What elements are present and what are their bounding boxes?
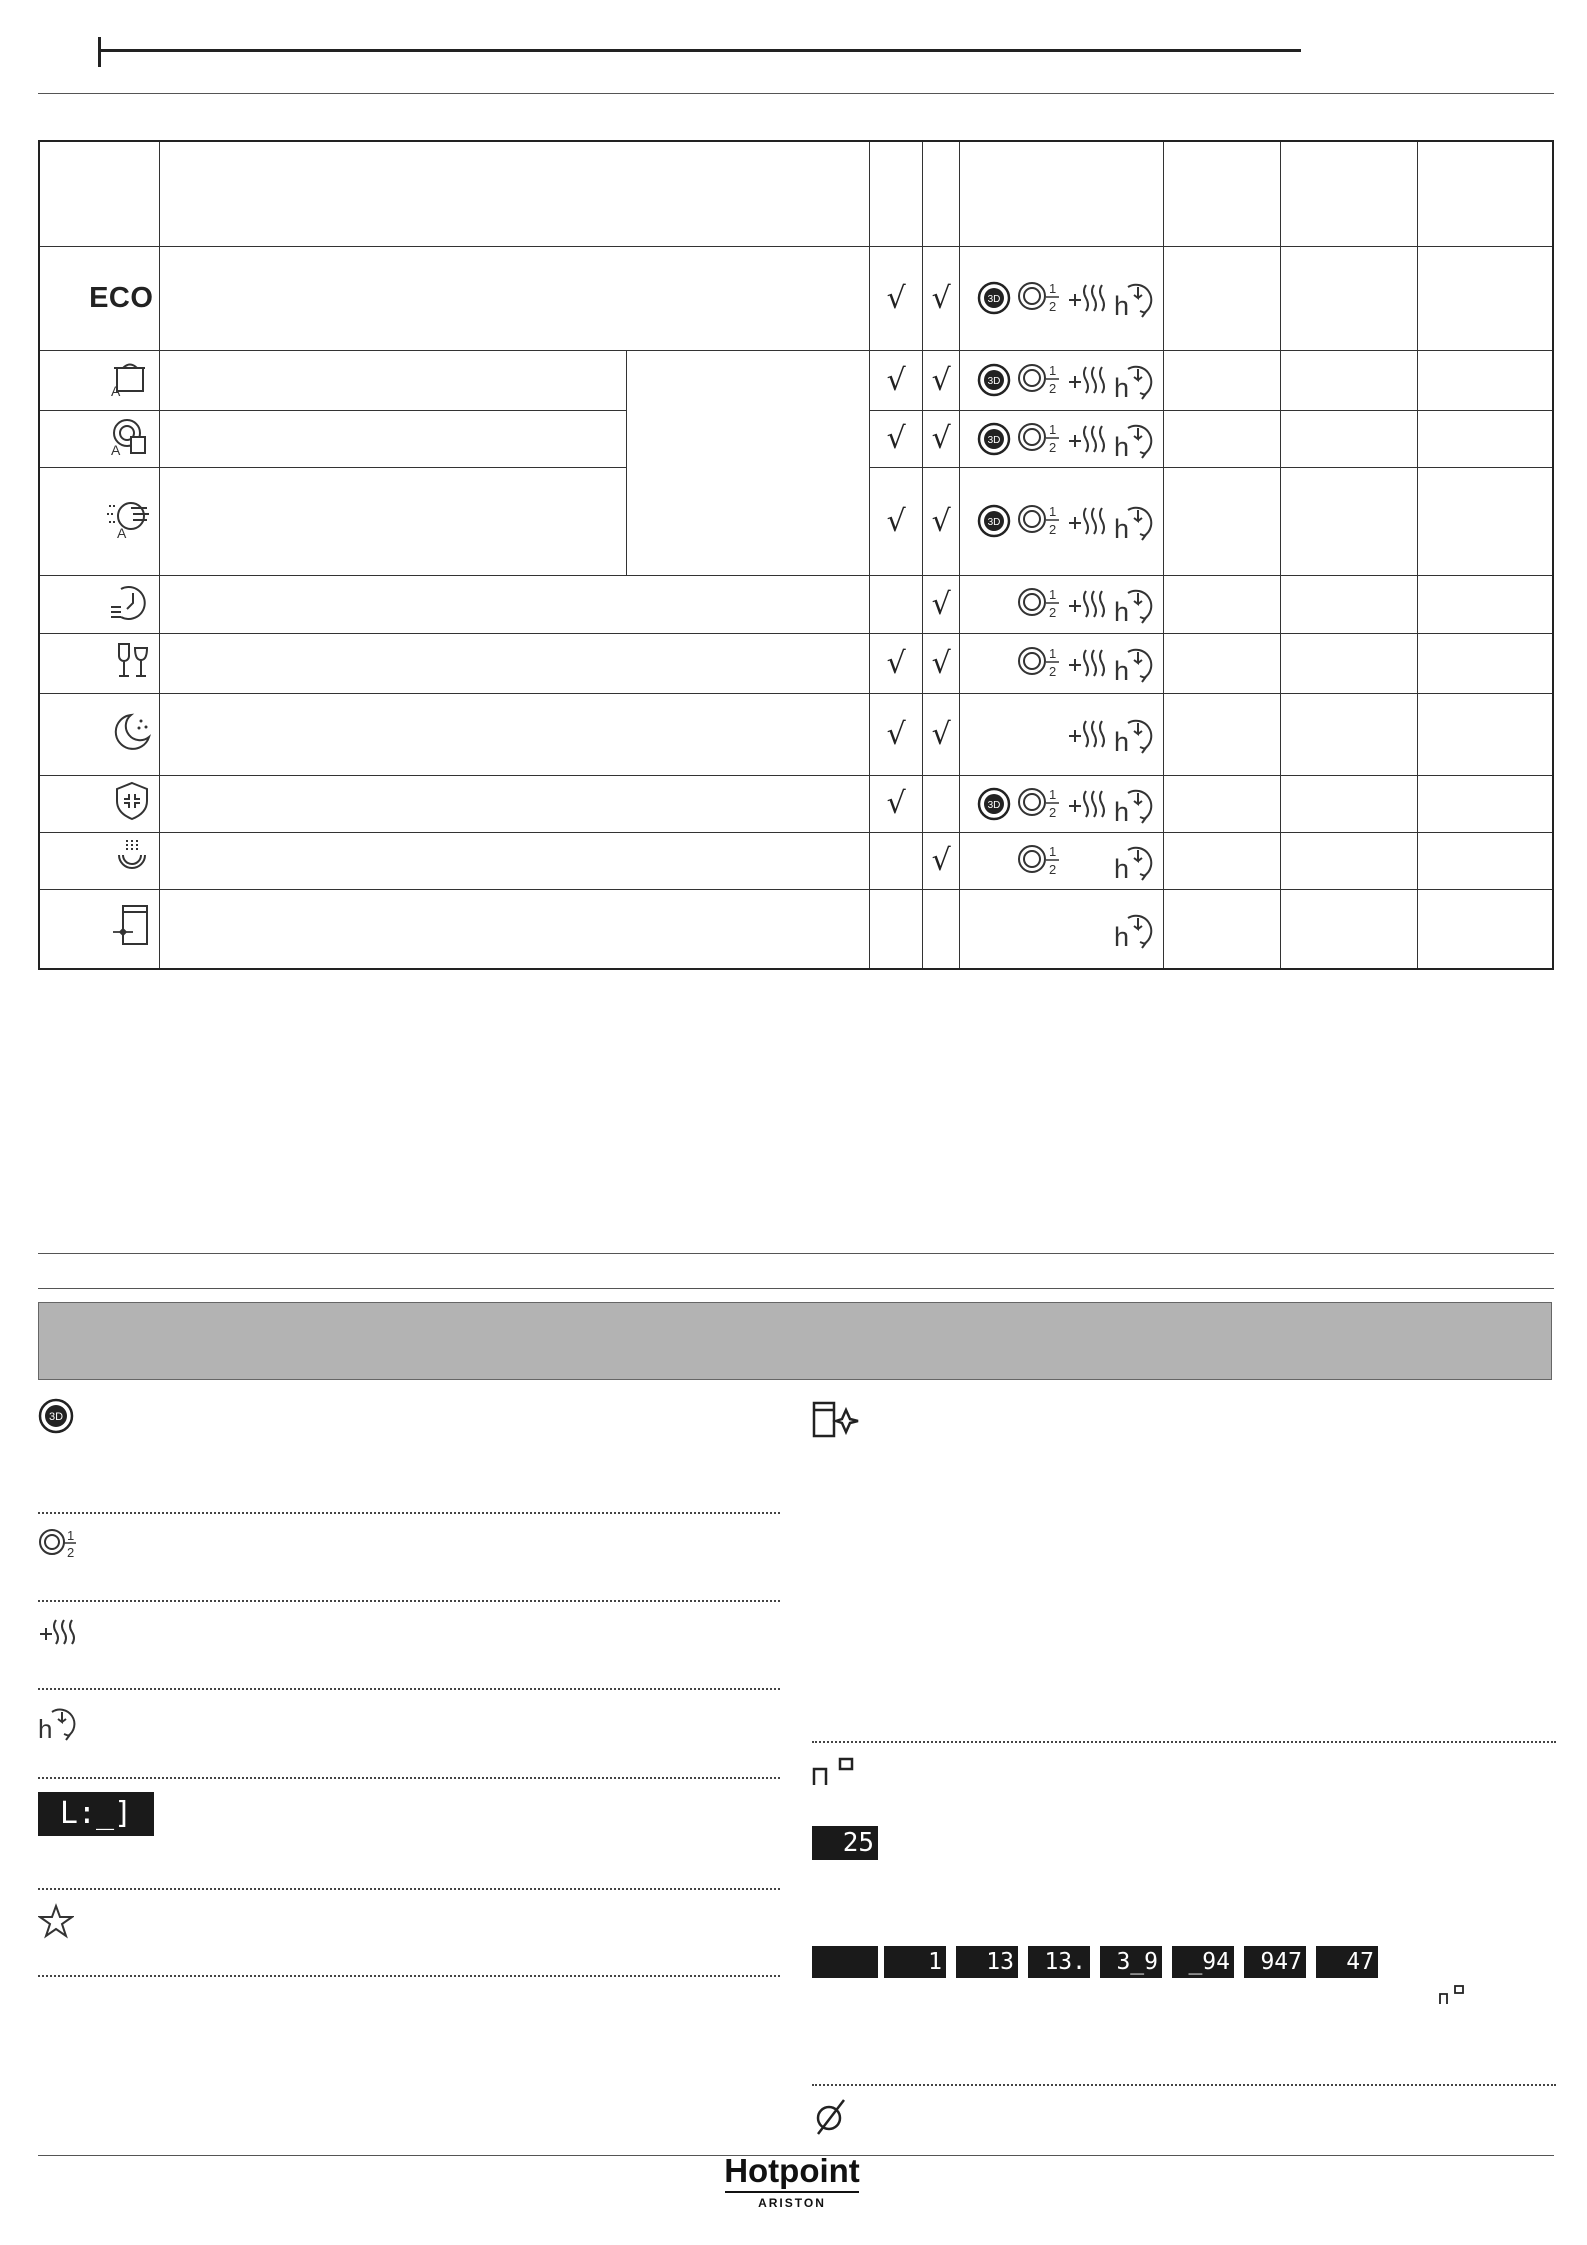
- header-cell-options: [960, 141, 1164, 246]
- half-load-icon: [1017, 279, 1063, 317]
- options-section-header: [38, 1302, 1552, 1380]
- delay-icon: [1113, 713, 1157, 755]
- header-cell-check1: [870, 141, 923, 246]
- svg-text:h: h: [1114, 597, 1130, 625]
- svg-text:h: h: [1114, 656, 1130, 684]
- half-load-icon: [1017, 361, 1063, 399]
- program-desc-cell: [160, 775, 870, 832]
- options-cell: [960, 633, 1164, 693]
- svg-text:3D: 3D: [987, 799, 1001, 811]
- delay-icon: [1113, 418, 1157, 460]
- data-cell: [1280, 832, 1417, 889]
- svg-text:2: 2: [67, 1545, 75, 1560]
- header-cell-col8: [1280, 141, 1417, 246]
- dotted-separator: [812, 1741, 1556, 1743]
- svg-text:h: h: [38, 1714, 53, 1742]
- data-cell: [1164, 693, 1281, 775]
- data-cell: [1417, 410, 1553, 467]
- dotted-separator: [38, 1777, 780, 1779]
- header-cell-col9: [1417, 141, 1553, 246]
- svg-text:1: 1: [67, 1528, 75, 1543]
- svg-text:1: 1: [1049, 587, 1057, 602]
- data-cell: [1280, 693, 1417, 775]
- data-cell: [1280, 575, 1417, 633]
- data-cell: [1164, 889, 1281, 969]
- divider-top: [38, 93, 1554, 94]
- check-cell-1: [870, 889, 923, 969]
- data-cell: [1417, 693, 1553, 775]
- svg-text:2: 2: [1049, 299, 1057, 314]
- check-cell-1: √: [870, 350, 923, 410]
- hardness-display: 25: [812, 1826, 878, 1860]
- svg-text:2: 2: [1049, 439, 1057, 455]
- legend-delay-icon: [38, 1702, 80, 1747]
- program-desc-cell: [160, 350, 626, 410]
- dotted-separator: [38, 1600, 780, 1602]
- check-cell-1: √: [870, 775, 923, 832]
- header-cell-col7: [1164, 141, 1281, 246]
- 3d-icon: [977, 280, 1011, 316]
- legend-3d-icon: [38, 1398, 74, 1439]
- svg-text:2: 2: [1049, 381, 1057, 396]
- dotted-separator: [38, 1975, 780, 1977]
- hardness-level-display: 47: [1316, 1946, 1378, 1978]
- auto-daily-icon: [39, 410, 160, 467]
- table-row: [39, 832, 1553, 889]
- table-row: [39, 633, 1553, 693]
- options-cell: [960, 889, 1164, 969]
- svg-text:1: 1: [1049, 363, 1057, 378]
- dotted-separator: [812, 2084, 1556, 2086]
- svg-text:2: 2: [1049, 605, 1057, 620]
- check-cell-2: √: [923, 832, 960, 889]
- delay-icon: [1113, 783, 1157, 825]
- table-row: [39, 693, 1553, 775]
- svg-text:h: h: [1114, 514, 1130, 542]
- header-rule: [98, 49, 1301, 52]
- svg-text:2: 2: [1049, 861, 1057, 877]
- table-row: [39, 246, 1553, 350]
- table-row: [39, 775, 1553, 832]
- self-clean-icon: [39, 889, 160, 969]
- data-cell: [1280, 467, 1417, 575]
- dotted-separator: [38, 1512, 780, 1514]
- data-cell: [1280, 633, 1417, 693]
- auto-group-cell: [626, 350, 870, 575]
- water-hardness-small-icon: [1438, 1984, 1466, 2011]
- check-cell-1: [870, 832, 923, 889]
- data-cell: [1280, 775, 1417, 832]
- 3d-icon: [977, 503, 1011, 539]
- extra-dry-icon: [1067, 644, 1111, 682]
- svg-text:3D: 3D: [987, 376, 1001, 387]
- night-icon: [39, 693, 160, 775]
- data-cell: [1164, 467, 1281, 575]
- svg-text:h: h: [1114, 373, 1130, 401]
- data-cell: [1164, 633, 1281, 693]
- brand-logo: [722, 2153, 862, 2210]
- data-cell: [1417, 575, 1553, 633]
- svg-text:h: h: [1114, 291, 1130, 319]
- no-rinse-aid-icon: [812, 2096, 850, 2141]
- svg-text:1: 1: [1049, 504, 1057, 519]
- eco-program-icon: ECO: [39, 246, 160, 350]
- extra-dry-icon: [1067, 420, 1111, 458]
- svg-text:A: A: [111, 382, 121, 398]
- legend-half-load-icon: [38, 1526, 80, 1567]
- delay-icon: [1113, 642, 1157, 684]
- data-cell: [1280, 410, 1417, 467]
- svg-text:1: 1: [1049, 786, 1057, 802]
- glass-icon: [39, 633, 160, 693]
- dotted-separator: [38, 1688, 780, 1690]
- header-cell-icon: [39, 141, 160, 246]
- data-cell: [1280, 889, 1417, 969]
- delay-icon: [1113, 359, 1157, 401]
- check-cell-2: [923, 889, 960, 969]
- table-row: [39, 575, 1553, 633]
- table-row: [39, 889, 1553, 969]
- program-desc-cell: [160, 693, 870, 775]
- options-cell: [960, 575, 1164, 633]
- program-desc-cell: [160, 467, 626, 575]
- check-cell-1: √: [870, 693, 923, 775]
- check-cell-2: [923, 775, 960, 832]
- brand-subname: ARISTON: [758, 2196, 826, 2210]
- extra-dry-icon: [1067, 785, 1111, 823]
- svg-text:1: 1: [1049, 843, 1057, 859]
- options-cell: [960, 467, 1164, 575]
- legend-extra-dry-icon: [38, 1614, 80, 1655]
- data-cell: [1417, 467, 1553, 575]
- delay-icon: [1113, 277, 1157, 319]
- data-cell: [1417, 633, 1553, 693]
- fast-icon: [39, 575, 160, 633]
- check-cell-2: √: [923, 633, 960, 693]
- 3d-icon: [977, 421, 1011, 457]
- 3d-icon: [977, 362, 1011, 398]
- auto-intensive-icon: [39, 350, 160, 410]
- svg-text:1: 1: [1049, 421, 1057, 437]
- delay-icon: [1113, 840, 1157, 882]
- check-cell-2: √: [923, 693, 960, 775]
- hardness-level-display: 1: [884, 1946, 946, 1978]
- check-cell-2: √: [923, 575, 960, 633]
- legend-self-clean-icon: [812, 1400, 860, 1445]
- check-cell-1: [870, 575, 923, 633]
- svg-text:2: 2: [1049, 804, 1057, 820]
- program-desc-cell: [160, 832, 870, 889]
- check-cell-2: √: [923, 350, 960, 410]
- data-cell: [1164, 832, 1281, 889]
- program-desc-cell: [160, 889, 870, 969]
- svg-text:1: 1: [1049, 281, 1057, 296]
- data-cell: [1417, 350, 1553, 410]
- lock-display: L:_]: [38, 1792, 154, 1836]
- star-icon: [38, 1903, 74, 1944]
- program-desc-cell: [160, 575, 870, 633]
- divider-mid-1: [38, 1253, 1554, 1254]
- svg-text:3D: 3D: [987, 517, 1001, 528]
- check-cell-2: √: [923, 410, 960, 467]
- options-cell: [960, 246, 1164, 350]
- options-cell: [960, 410, 1164, 467]
- hardness-level-display: 13.: [1028, 1946, 1090, 1978]
- check-cell-2: √: [923, 467, 960, 575]
- header-cell-check2: [923, 141, 960, 246]
- program-desc-cell: [160, 633, 870, 693]
- data-cell: [1280, 246, 1417, 350]
- data-cell: [1417, 832, 1553, 889]
- data-cell: [1164, 350, 1281, 410]
- delay-icon: [1113, 908, 1157, 950]
- data-cell: [1164, 246, 1281, 350]
- data-cell: [1164, 575, 1281, 633]
- svg-text:3D: 3D: [987, 434, 1001, 446]
- svg-text:1: 1: [1049, 646, 1057, 661]
- half-load-icon: [1017, 644, 1063, 682]
- svg-text:2: 2: [1049, 522, 1057, 537]
- options-cell: [960, 832, 1164, 889]
- svg-text:h: h: [1114, 921, 1130, 950]
- extra-dry-icon: [1067, 279, 1111, 317]
- 3d-icon: [977, 786, 1011, 822]
- svg-text:3D: 3D: [48, 1411, 64, 1423]
- divider-mid-2: [38, 1288, 1554, 1289]
- svg-text:2: 2: [1049, 664, 1057, 679]
- half-load-icon: [1017, 420, 1063, 458]
- hardness-level-display: [812, 1946, 878, 1978]
- dotted-separator: [38, 1888, 780, 1890]
- hardness-level-display: _94: [1172, 1946, 1234, 1978]
- half-load-icon: [1017, 785, 1063, 823]
- data-cell: [1280, 350, 1417, 410]
- header-cell-program: [160, 141, 870, 246]
- data-cell: [1417, 246, 1553, 350]
- auto-delicate-icon: [39, 467, 160, 575]
- program-desc-cell: [160, 246, 870, 350]
- rinse-icon: [39, 832, 160, 889]
- hardness-level-display: 3_9: [1100, 1946, 1162, 1978]
- brand-name: Hotpoint: [724, 2152, 860, 2189]
- extra-dry-icon: [1067, 502, 1111, 540]
- check-cell-1: √: [870, 410, 923, 467]
- svg-text:h: h: [1114, 727, 1130, 755]
- program-desc-cell: [160, 410, 626, 467]
- program-table: [38, 140, 1554, 970]
- options-cell: [960, 350, 1164, 410]
- check-cell-1: √: [870, 633, 923, 693]
- check-cell-1: √: [870, 467, 923, 575]
- check-cell-2: √: [923, 246, 960, 350]
- table-header-row: [39, 141, 1553, 246]
- table-row: [39, 350, 1553, 410]
- svg-text:h: h: [1114, 853, 1130, 882]
- hardness-level-display: 947: [1244, 1946, 1306, 1978]
- half-load-icon: [1017, 842, 1063, 880]
- delay-icon: [1113, 583, 1157, 625]
- extra-dry-icon: [1067, 585, 1111, 623]
- water-hardness-icon: [812, 1755, 858, 1796]
- half-load-icon: [1017, 585, 1063, 623]
- delay-icon: [1113, 500, 1157, 542]
- svg-text:3D: 3D: [987, 294, 1001, 305]
- sanitize-icon: [39, 775, 160, 832]
- brand-underline: [725, 2191, 859, 2193]
- svg-text:h: h: [1114, 796, 1130, 825]
- header-tick: [98, 37, 101, 67]
- extra-dry-icon: [1067, 361, 1111, 399]
- options-cell: [960, 693, 1164, 775]
- hardness-level-display: 13: [956, 1946, 1018, 1978]
- options-cell: [960, 775, 1164, 832]
- data-cell: [1164, 775, 1281, 832]
- svg-text:h: h: [1114, 431, 1130, 460]
- data-cell: [1417, 889, 1553, 969]
- svg-text:A: A: [117, 524, 127, 540]
- svg-text:A: A: [111, 442, 121, 457]
- half-load-icon: [1017, 502, 1063, 540]
- check-cell-1: √: [870, 246, 923, 350]
- data-cell: [1164, 410, 1281, 467]
- extra-dry-icon: [1067, 715, 1111, 753]
- data-cell: [1417, 775, 1553, 832]
